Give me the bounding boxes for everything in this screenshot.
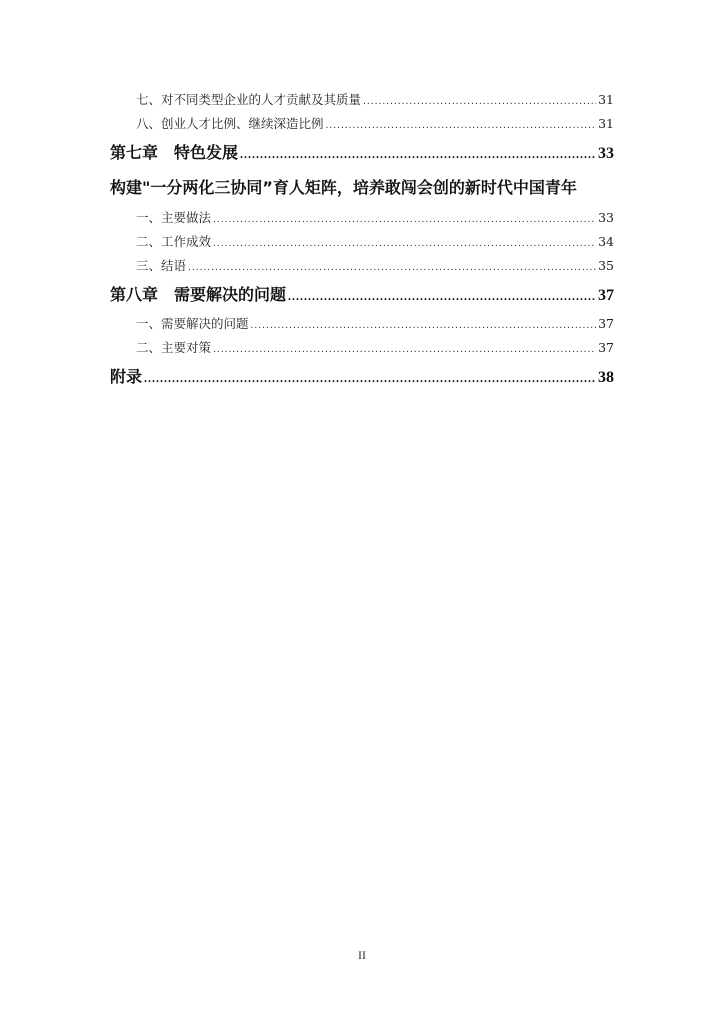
toc-leader-dots	[363, 90, 596, 114]
toc-chapter-entry[interactable]	[110, 278, 614, 312]
toc-entry[interactable]	[110, 254, 614, 278]
toc-entry-page: 34	[598, 234, 614, 249]
toc-entry-page: 35	[598, 258, 614, 273]
table-of-contents	[110, 88, 614, 394]
toc-entry[interactable]	[110, 312, 614, 336]
toc-leader-dots	[288, 279, 596, 313]
toc-leader-dots	[326, 114, 597, 138]
toc-entry-page: 33	[598, 210, 614, 225]
toc-entry-label: 二、工作成效	[136, 234, 212, 249]
toc-chapter-entry[interactable]	[110, 360, 614, 394]
toc-heading-label: 构建"一分两化三协同”育人矩阵，培养敢闯会创的新时代中国青年	[110, 178, 577, 197]
toc-entry[interactable]	[110, 230, 614, 254]
toc-chapter-page: 33	[598, 145, 614, 162]
toc-chapter-page: 37	[598, 287, 614, 304]
toc-leader-dots	[213, 338, 596, 362]
toc-entry-label: 二、主要对策	[136, 340, 212, 355]
toc-chapter-page: 38	[598, 369, 614, 386]
toc-chapter-label: 第八章 需要解决的问题	[110, 285, 287, 304]
toc-entry-page: 37	[598, 340, 614, 355]
toc-entry-label: 三、结语	[136, 258, 187, 273]
toc-leader-dots	[213, 208, 596, 232]
toc-entry-page: 37	[598, 316, 614, 331]
toc-leader-dots	[251, 314, 597, 338]
toc-leader-dots	[188, 256, 596, 280]
toc-entry-label: 八、创业人才比例、继续深造比例	[136, 116, 324, 131]
toc-heading-entry[interactable]	[110, 170, 614, 206]
toc-entry-page: 31	[598, 92, 614, 107]
toc-leader-dots	[144, 361, 596, 395]
toc-entry[interactable]	[110, 112, 614, 136]
toc-entry-label: 一、主要做法	[136, 210, 212, 225]
toc-entry[interactable]	[110, 88, 614, 112]
toc-entry-label: 七、对不同类型企业的人才贡献及其质量	[136, 92, 362, 107]
toc-entry[interactable]	[110, 206, 614, 230]
toc-entry[interactable]	[110, 336, 614, 360]
toc-chapter-label: 第七章 特色发展	[110, 143, 239, 162]
toc-leader-dots	[240, 137, 596, 171]
toc-chapter-label: 附录	[110, 367, 143, 386]
page-number: II	[358, 948, 366, 962]
toc-entry-label: 一、需要解决的问题	[136, 316, 249, 331]
toc-chapter-entry[interactable]	[110, 136, 614, 170]
toc-leader-dots	[213, 232, 596, 256]
toc-entry-page: 31	[598, 116, 614, 131]
